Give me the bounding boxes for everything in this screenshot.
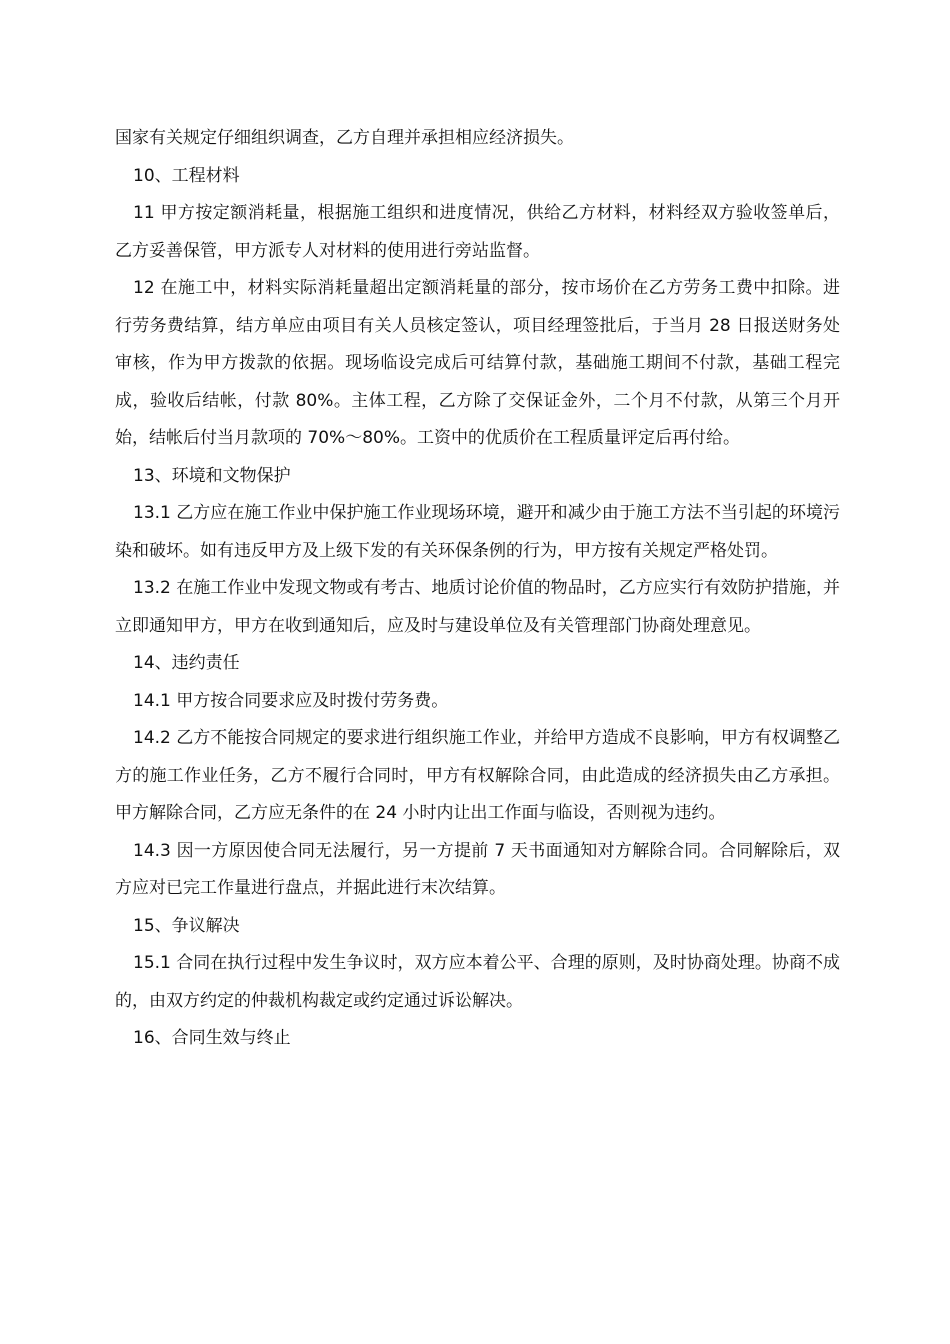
section-heading-10: 10、工程材料 [133, 165, 240, 186]
section-heading-15: 15、争议解决 [133, 915, 240, 936]
clause-13-2: 13.2 在施工作业中发现文物或有考古、地质讨论价值的物品时，乙方应实行有效防护措施，并立即通知甲方，甲方在收到通知后，应及时与建设单位及有关管理部门协商处理意见。 [115, 578, 840, 636]
paragraph-continuation: 国家有关规定仔细组织调查，乙方自理并承担相应经济损失。 [115, 128, 574, 148]
clause-14-3: 14.3 因一方原因使合同无法履行，另一方提前 7 天书面通知对方解除合同。合同解除后，双方应对已完工作量进行盘点，并据此进行末次结算。 [115, 840, 840, 898]
clause-14-1: 14.1 甲方按合同要求应及时拨付劳务费。 [133, 690, 449, 711]
clause-15-1: 15.1 合同在执行过程中发生争议时，双方应本着公平、合理的原则，及时协商处理。协商不成的，由双方约定的仲裁机构裁定或约定通过诉讼解决。 [115, 953, 840, 1011]
clause-13-1: 13.1 乙方应在施工作业中保护施工作业现场环境，避开和减少由于施工方法不当引起的环境污染和破坏。如有违反甲方及上级下发的有关环保条例的行为，甲方按有关规定严格处罚。 [115, 503, 840, 561]
section-heading-14: 14、违约责任 [133, 653, 240, 673]
clause-14-2: 14.2 乙方不能按合同规定的要求进行组织施工作业，并给甲方造成不良影响，甲方有权调整乙方的施工作业任务，乙方不履行合同时，甲方有权解除合同，由此造成的经济损失由乙方承担。甲方解除合同，乙方应无条件的在 24 小时内让出工作面与临设，否则视为违约。 [115, 728, 840, 823]
document-page [115, 120, 840, 1058]
clause-11: 11 甲方按定额消耗量，根据施工组织和进度情况，供给乙方材料，材料经双方验收签单后，乙方妥善保管，甲方派专人对材料的使用进行旁站监督。 [115, 203, 840, 261]
clause-12: 12 在施工中，材料实际消耗量超出定额消耗量的部分，按市场价在乙方劳务工费中扣除。进行劳务费结算，结方单应由项目有关人员核定签认，项目经理签批后，于当月 28 日报送财务处审核，作为甲方拨款的依据。现场临设完成后可结算付款，基础施工期间不付款，基础工程完成，验收后结帐，付款 80%。主体工程，乙方除了交保证金外，二个月不付款，从第三个月开始，结帐后付当月款项的 70%～80%。工资中的优质价在工程质量评定后再付给。 [115, 278, 840, 448]
section-heading-16: 16、合同生效与终止 [133, 1028, 291, 1048]
section-heading-13: 13、环境和文物保护 [133, 465, 291, 486]
